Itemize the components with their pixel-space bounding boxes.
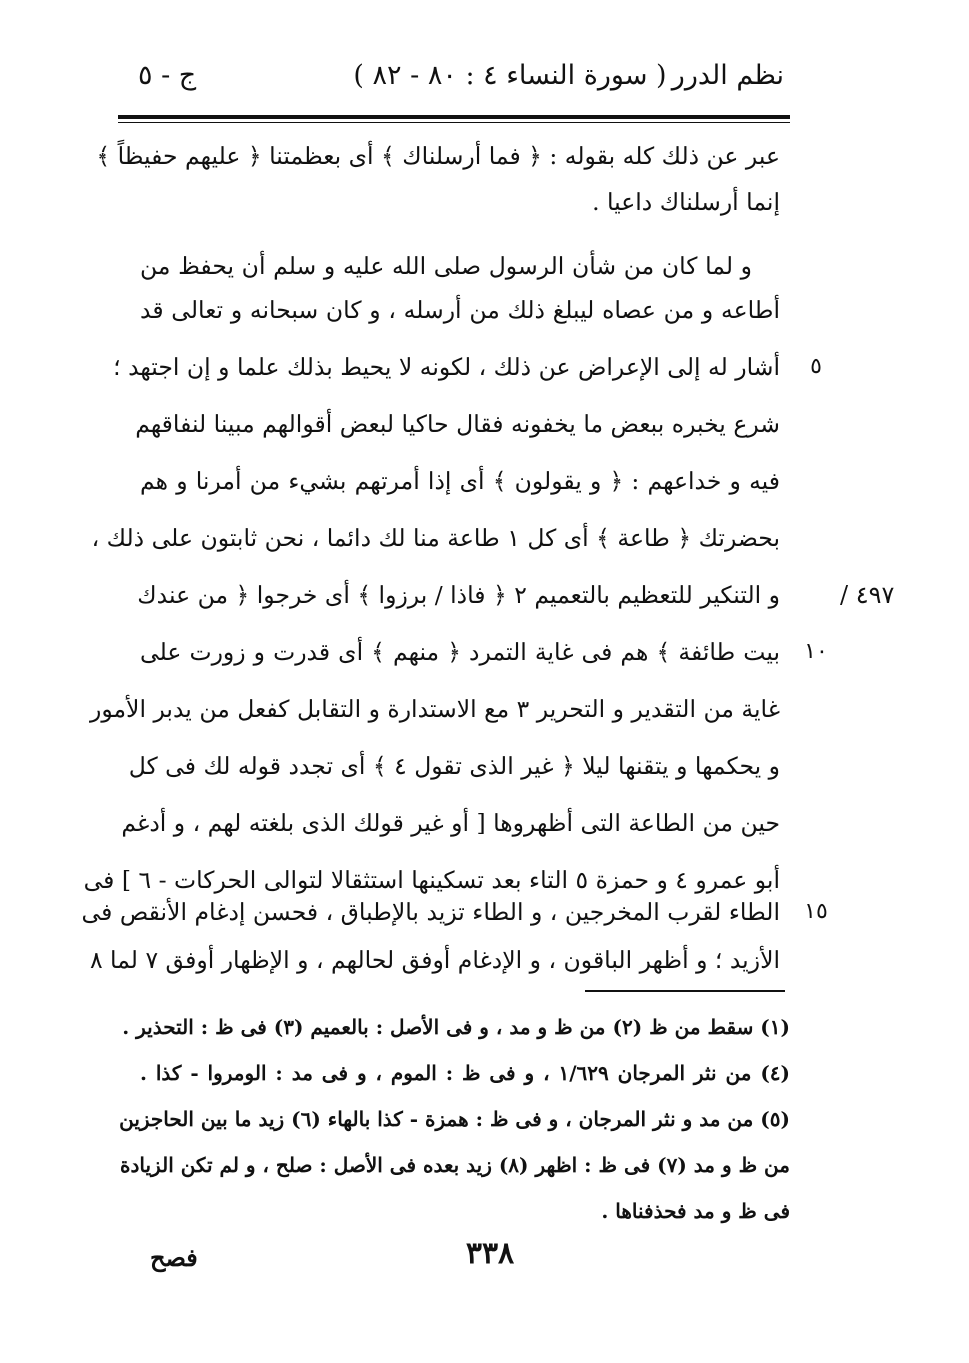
line-number-5: ٥ bbox=[810, 354, 822, 379]
text-line: الأزيد ؛ و أظهر الباقون ، و الإدغام أوفق لحالهم ، و الإظهار أوفق ٧ لما ٨ bbox=[89, 946, 780, 974]
footnote-line: (١) سقط من ظ (٢) من ظ و مد ، و فى الأصل : بالعميم (٣) فى ظ : التحذير . bbox=[122, 1015, 790, 1039]
text-line: غاية من التقدير و التحرير ٣ مع الاستدارة و التقابل كفعل من يدبر الأمور bbox=[89, 695, 780, 723]
text-line: بيت طائفة ﴾ هم فى غاية التمرد ﴿ منهم ﴾ أى قدرت و زورت على bbox=[140, 638, 780, 666]
signature-mark: فصح bbox=[150, 1243, 198, 1272]
text-line: فيه و خداعهم : ﴿ و يقولون ﴾ أى إذا أمرتهم بشيء من أمرنا و هم bbox=[140, 467, 780, 495]
footnote-line: من ظ و مد (٧) فى ظ : اظهر (٨) زيد بعده فى الأصل : صلح ، و لم تكن الزيادة bbox=[120, 1153, 790, 1177]
footnote-rule bbox=[585, 990, 785, 992]
line-number-15: ١٥ bbox=[804, 899, 828, 924]
text-line: أطاعه و من عصاه ليبلغ ذلك من أرسله ، و كان سبحانه و تعالى قد bbox=[140, 296, 780, 324]
footnote-line: (٥) من مد و نثر المرجان ، و فى ظ : همزة - كذا بالهاء (٦) زيد ما بين الحاجزين bbox=[119, 1107, 790, 1131]
line-number-10: ١٠ bbox=[804, 639, 828, 664]
text-line: عبر عن ذلك كله بقوله : ﴿ فما أرسلناك ﴾ أى بعظمتنا ﴿ عليهم حفيظاً ﴾ bbox=[96, 142, 780, 170]
footnote-line: فى ظ و مد فحذفناها . bbox=[601, 1199, 790, 1223]
text-line: إنما أرسلناك داعيا . bbox=[592, 188, 780, 216]
text-line: و يحكمها و يتقنها ليلا ﴿ غير الذى تقول ٤ ﴾ أى تجدد قوله لك فى كل bbox=[128, 752, 780, 780]
header-rule-thick bbox=[118, 115, 790, 119]
text-line: و التنكير للتعظيم بالتعميم ٢ ﴿ فاذا / برزوا ﴾ أى خرجوا ﴿ من عندك bbox=[137, 581, 780, 609]
manuscript-folio-ref: ٤٩٧ / bbox=[840, 581, 895, 609]
book-title: نظم الدرر bbox=[671, 60, 784, 91]
text-line: أبو عمرو ٤ و حمزة ٥ التاء بعد تسكينها استثقالا لتوالى الحركات - ٦ ] فى bbox=[83, 866, 780, 894]
header-rule-thin bbox=[118, 122, 790, 123]
text-line: أشار له إلى الإعراض عن ذلك ، لكونه لا يحيط بذلك علما و إن اجتهد ؛ bbox=[113, 353, 780, 381]
footnote-line: (٤) من نثر المرجان ١/٦٢٩ ، و فى ظ : الموم ، و فى مد : الومروا - كذا . bbox=[140, 1061, 791, 1085]
text-line: شرع يخبره ببعض ما يخفونه فقال حاكيا لبعض أقوالهم مبينا لنفاقهم bbox=[135, 410, 780, 438]
text-line: بحضرتك ﴿ طاعة ﴾ أى كل ١ طاعة منا لك دائما ، نحن ثابتون على ذلك ، bbox=[91, 524, 780, 552]
page-number: ٣٣٨ bbox=[465, 1236, 515, 1271]
volume-label: ج - ٥ bbox=[138, 60, 197, 91]
text-line: الطاء لقرب المخرجين ، و الطاء تزيد بالإطباق ، فحسن إدغام الأنقص فى bbox=[81, 898, 780, 926]
text-line: و لما كان من شأن الرسول صلى الله عليه و سلم أن يحفظ من bbox=[140, 252, 752, 280]
text-line: حين من الطاعة التى أظهروها [ أو غير قولك الذى بلغته لهم ، و أدغم bbox=[121, 809, 780, 837]
surah-reference: ( سورة النساء ٤ : ٨٠ - ٨٢ ) bbox=[353, 60, 667, 91]
